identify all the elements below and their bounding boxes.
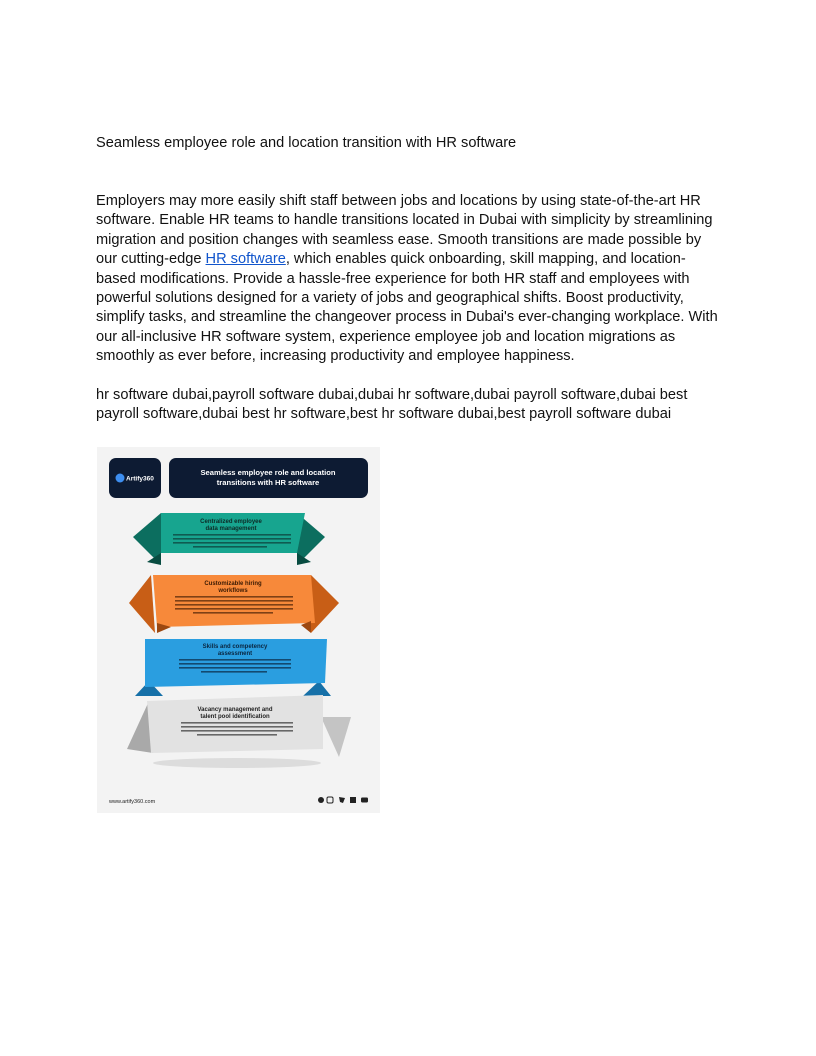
section-title-1a: Centralized employee	[200, 519, 262, 525]
facebook-icon	[318, 797, 324, 803]
body-text-before-link: Employers may more easily shift staff between jobs and locations by using state-of-the-art HR software. Enable HR teams to handle transitions located in Dubai with simplicity by streamlining migration and position changes with seamless ease. Smooth transitions are made possible by our cutting-edge	[96, 193, 713, 268]
hr-software-link[interactable]: HR software	[205, 251, 286, 268]
section-title-1b: data management	[205, 526, 257, 532]
linkedin-icon	[350, 797, 356, 803]
ribbon-centralized-data	[133, 513, 325, 565]
header-line-1: Seamless employee role and location	[200, 468, 336, 477]
youtube-icon	[361, 798, 368, 803]
infographic-graphic	[97, 447, 380, 813]
twitter-icon	[339, 797, 345, 803]
section-title-2a: Customizable hiring	[204, 581, 262, 587]
ribbon-vacancy-management	[127, 695, 351, 768]
social-icons	[318, 797, 368, 803]
section-title-4a: Vacancy management and	[197, 707, 273, 713]
body-text-after-link: , which enables quick onboarding, skill mapping, and location-based modifications. Provide a hassle-free experience for both HR staff and employees with powerful solutions designed for a variety of jobs and geographical shifts. Boost productivity, simplify tasks, and streamline the changeover process in Dubai's ever-changing workplace. With our all-inclusive HR software system, experience employee job and location migrations as smoothly as ever before, increasing productivity and employee happiness.	[96, 251, 718, 365]
logo-mark-icon	[116, 474, 125, 483]
logo-text: Artify360	[126, 475, 154, 483]
footer-url: www.artify360.com	[109, 799, 156, 805]
section-title-4b: talent pool identification	[200, 714, 270, 720]
keywords-paragraph: hr software dubai,payroll software dubai,dubai hr software,dubai payroll software,dubai best payroll software,dubai best hr software,best hr software dubai,best payroll software dubai	[96, 387, 688, 423]
ribbon-customizable-hiring	[129, 575, 339, 633]
body-paragraph	[96, 192, 721, 367]
header-line-2: transitions with HR software	[216, 478, 320, 487]
instagram-icon	[327, 797, 333, 803]
ribbon-skills-assessment	[135, 639, 331, 696]
section-title-3b: assessment	[217, 651, 253, 657]
section-title-3a: Skills and competency	[202, 644, 268, 650]
document-title: Seamless employee role and location transition with HR software	[96, 135, 517, 151]
infographic-image	[97, 447, 380, 813]
section-title-2b: workflows	[218, 588, 248, 594]
